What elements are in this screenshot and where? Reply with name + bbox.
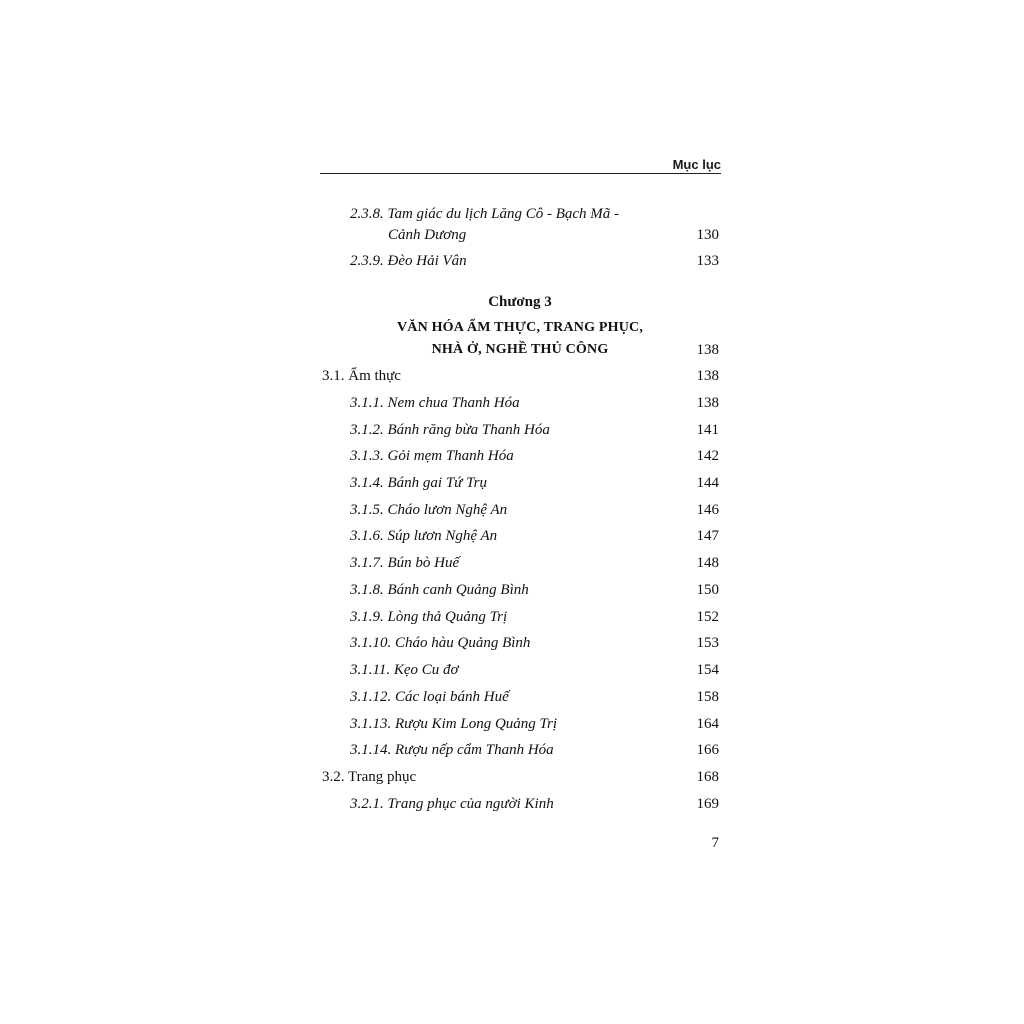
toc-section xyxy=(0,365,1024,387)
toc-entry xyxy=(0,472,1024,494)
toc-page-number: 169 xyxy=(696,796,719,812)
toc-entry-label: 2.3.8. Tam giác du lịch Lăng Cô - Bạch Mã - xyxy=(350,206,620,222)
chapter-heading: Chương 3 xyxy=(488,294,552,310)
toc-section-label: 3.1. Ẩm thực xyxy=(322,368,401,384)
toc-entry xyxy=(0,606,1024,628)
toc-entry xyxy=(0,250,1024,272)
toc-page-number: 153 xyxy=(696,635,719,651)
toc-page-number: 138 xyxy=(696,342,719,358)
toc-entry-label: 3.1.1. Nem chua Thanh Hóa xyxy=(350,395,520,411)
toc-entry-label: 3.1.14. Rượu nếp cẩm Thanh Hóa xyxy=(350,742,554,758)
toc-page-number: 138 xyxy=(696,368,719,384)
toc-entry xyxy=(0,525,1024,547)
toc-page-number: 150 xyxy=(696,582,719,598)
toc-entry xyxy=(0,713,1024,735)
toc-page-number: 152 xyxy=(696,609,719,625)
toc-entry-label: 2.3.9. Đèo Hải Vân xyxy=(350,253,467,269)
toc-page-number: 141 xyxy=(696,422,719,438)
toc-entry xyxy=(0,579,1024,601)
toc-entry xyxy=(0,632,1024,654)
toc-section-label: 3.2. Trang phục xyxy=(322,769,417,785)
page-number-footer: 7 xyxy=(711,835,719,851)
toc-entry xyxy=(0,203,1024,225)
toc-page-number: 146 xyxy=(696,502,719,518)
toc-entry xyxy=(0,392,1024,414)
toc-entry xyxy=(0,659,1024,681)
toc-page-number: 154 xyxy=(696,662,719,678)
toc-entry-label: 3.1.13. Rượu Kim Long Quảng Trị xyxy=(350,716,558,732)
toc-entry-label: 3.1.7. Bún bò Huế xyxy=(350,555,460,571)
toc-entry-label: 3.1.4. Bánh gai Tứ Trụ xyxy=(350,475,487,491)
toc-page-number: 130 xyxy=(696,227,719,243)
toc-entry xyxy=(0,739,1024,761)
toc-entry-label: 3.1.3. Gỏi mẹm Thanh Hóa xyxy=(350,448,514,464)
toc-section xyxy=(0,766,1024,788)
toc-page-number: 166 xyxy=(696,742,719,758)
toc-page-number: 148 xyxy=(696,555,719,571)
toc-entry-label: 3.2.1. Trang phục của người Kinh xyxy=(350,796,554,812)
toc-entry xyxy=(0,445,1024,467)
toc-page-number: 138 xyxy=(696,395,719,411)
toc-entry xyxy=(0,686,1024,708)
toc-entry xyxy=(0,793,1024,815)
chapter-title-line-1: VĂN HÓA ẨM THỰC, TRANG PHỤC, xyxy=(396,320,644,335)
toc-page-number: 164 xyxy=(696,716,719,732)
toc-entry-label: 3.1.2. Bánh răng bừa Thanh Hóa xyxy=(350,422,550,438)
toc-entry-label: 3.1.6. Súp lươn Nghệ An xyxy=(350,528,498,544)
toc-entry-label: 3.1.8. Bánh canh Quảng Bình xyxy=(350,582,529,598)
chapter-title-line-2: NHÀ Ở, NGHỀ THỦ CÔNG xyxy=(431,342,609,357)
toc-entry xyxy=(0,552,1024,574)
toc-page-number: 142 xyxy=(696,448,719,464)
toc-entry-label: Cảnh Dương xyxy=(388,227,467,243)
toc-page-number: 144 xyxy=(696,475,719,491)
toc-page-number: 147 xyxy=(696,528,719,544)
chapter-title-row xyxy=(0,339,1024,361)
toc-page-number: 158 xyxy=(696,689,719,705)
toc-entry xyxy=(0,419,1024,441)
toc-entry-label: 3.1.10. Cháo hàu Quảng Bình xyxy=(350,635,531,651)
toc-page-number: 133 xyxy=(696,253,719,269)
running-header-title: Mục lục xyxy=(672,157,721,172)
toc-entry-label: 3.1.5. Cháo lươn Nghệ An xyxy=(350,502,508,518)
toc-entry-label: 3.1.11. Kẹo Cu đơ xyxy=(350,662,459,678)
toc-entry-continuation xyxy=(0,224,1024,246)
toc-entry-label: 3.1.12. Các loại bánh Huế xyxy=(350,689,509,705)
toc-entry xyxy=(0,499,1024,521)
toc-page-number: 168 xyxy=(696,769,719,785)
header-rule xyxy=(320,173,721,174)
toc-entry-label: 3.1.9. Lòng thả Quảng Trị xyxy=(350,609,508,625)
